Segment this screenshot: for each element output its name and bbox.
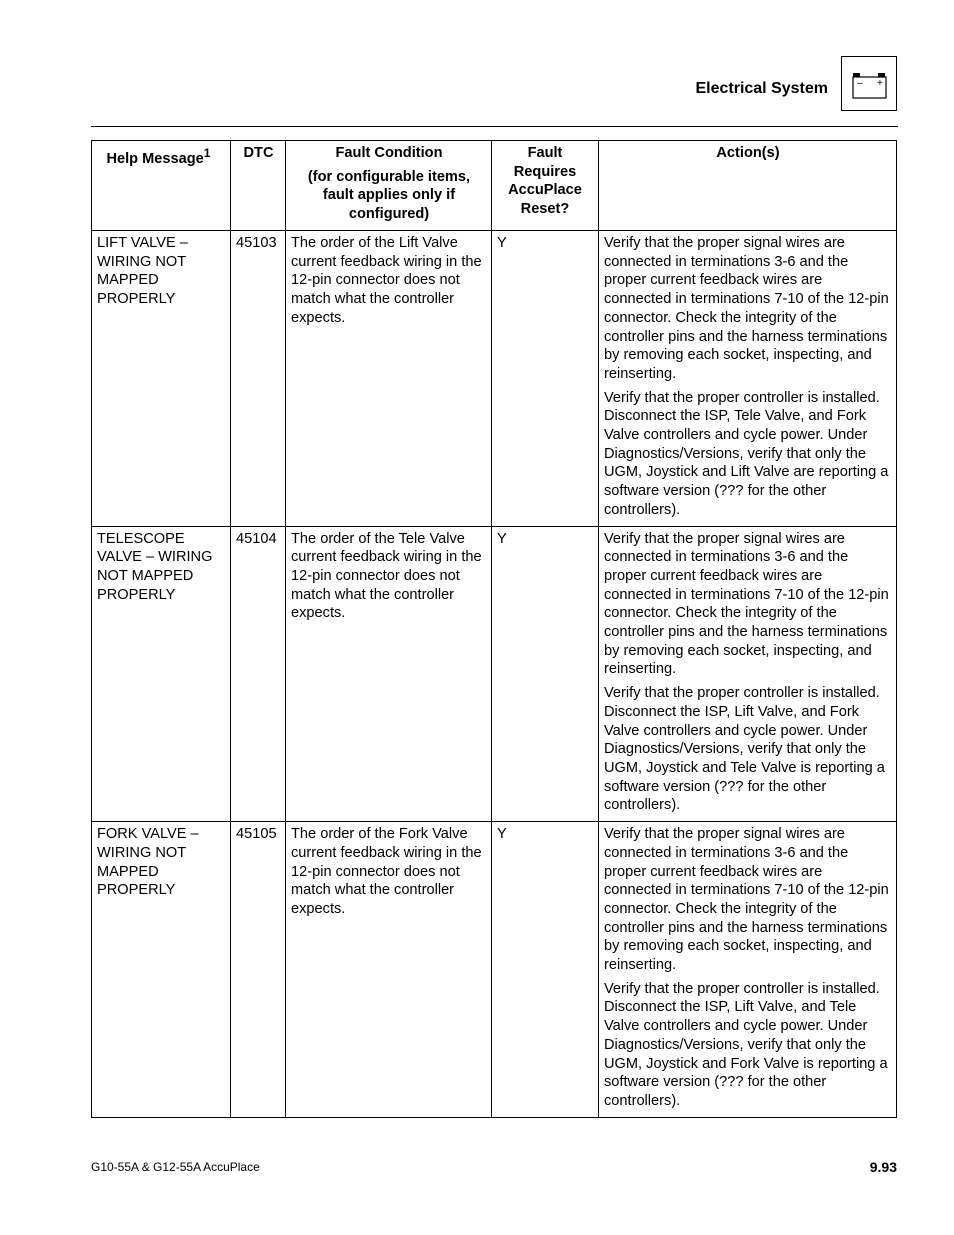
col-header-reset: Fault Requires AccuPlace Reset?: [492, 141, 599, 231]
help-message-cell: TELESCOPE VALVE – WIRING NOT MAPPED PROPERLY: [92, 526, 231, 822]
dtc-cell: 45103: [231, 231, 286, 527]
battery-icon: [841, 56, 897, 111]
fault-condition-cell: The order of the Tele Valve current feedback wiring in the 12-pin connector does not match what the controller expects.: [286, 526, 492, 822]
footer-model: G10-55A & G12-55A AccuPlace: [91, 1160, 260, 1174]
page-number: 9.93: [869, 1159, 897, 1175]
section-title: Electrical System: [695, 80, 828, 97]
action-paragraph: Verify that the proper signal wires are connected in terminations 3-6 and the proper current feedback wires are connected in terminations 7-10 of the 12-pin connector. Check the integrity of the controller pins and the harness terminations by removing each socket, inspecting, and reinserting.: [604, 530, 889, 678]
battery-plus-sign: +: [877, 78, 883, 89]
fault-table: [91, 140, 897, 1118]
actions-cell: [599, 526, 897, 822]
fault-condition-note: (for configurable items, fault applies only if configured): [307, 168, 471, 223]
action-paragraph: Verify that the proper signal wires are connected in terminations 3-6 and the proper current feedback wires are connected in terminations 7-10 of the 12-pin connector. Check the integrity of the controller pins and the harness terminations by removing each socket, inspecting, and reinserting.: [604, 826, 889, 974]
actions-cell: [599, 231, 897, 527]
table-header-row: [92, 141, 897, 231]
action-paragraph: Verify that the proper controller is installed. Disconnect the ISP, Tele Valve, and Fork Valve controllers and cycle power. Under Diagnostics/Versions, verify that only the UGM, Joystick and Lift Valve are reporting a software version (??? for the other controllers).: [604, 389, 889, 518]
table-row: [92, 231, 897, 527]
actions-cell: [599, 822, 897, 1118]
table-row: [92, 822, 897, 1118]
action-paragraph: Verify that the proper controller is installed. Disconnect the ISP, Lift Valve, and Fork Valve controllers and cycle power. Under Diagnostics/Versions, verify that only the UGM, Joystick and Tele Valve is reporting a software version (??? for the other controllers).: [604, 685, 885, 814]
action-paragraph: Verify that the proper controller is installed. Disconnect the ISP, Lift Valve, and Tele Valve controllers and cycle power. Under Diagnostics/Versions, verify that only the UGM, Joystick and Fork Valve is reporting a software version (??? for the other controllers).: [604, 980, 888, 1109]
fault-condition-cell: The order of the Fork Valve current feedback wiring in the 12-pin connector does not match what the controller expects.: [286, 822, 492, 1118]
col-header-actions: Action(s): [599, 141, 897, 231]
col-header-help-message: Help Message$^1$: [92, 141, 231, 231]
col-header-fault-condition: Fault Condition (for configurable items, fault applies only if configured): [286, 141, 492, 231]
footnote-marker: 1: [203, 146, 211, 160]
help-message-cell: LIFT VALVE – WIRING NOT MAPPED PROPERLY: [92, 231, 231, 527]
header-divider: [91, 126, 898, 127]
fault-condition-cell: The order of the Lift Valve current feedback wiring in the 12-pin connector does not match what the controller expects.: [286, 231, 492, 527]
reset-cell: Y: [492, 526, 599, 822]
battery-minus-sign: –: [857, 78, 863, 89]
table-row: [92, 526, 897, 822]
dtc-cell: 45104: [231, 526, 286, 822]
action-paragraph: Verify that the proper signal wires are connected in terminations 3-6 and the proper current feedback wires are connected in terminations 7-10 of the 12-pin connector. Check the integrity of the controller pins and the harness terminations by removing each socket, inspecting, and reinserting.: [604, 235, 889, 382]
dtc-cell: 45105: [231, 822, 286, 1118]
reset-cell: Y: [492, 822, 599, 1118]
reset-cell: Y: [492, 231, 599, 527]
col-header-dtc: DTC: [231, 141, 286, 231]
help-message-cell: FORK VALVE – WIRING NOT MAPPED PROPERLY: [92, 822, 231, 1118]
